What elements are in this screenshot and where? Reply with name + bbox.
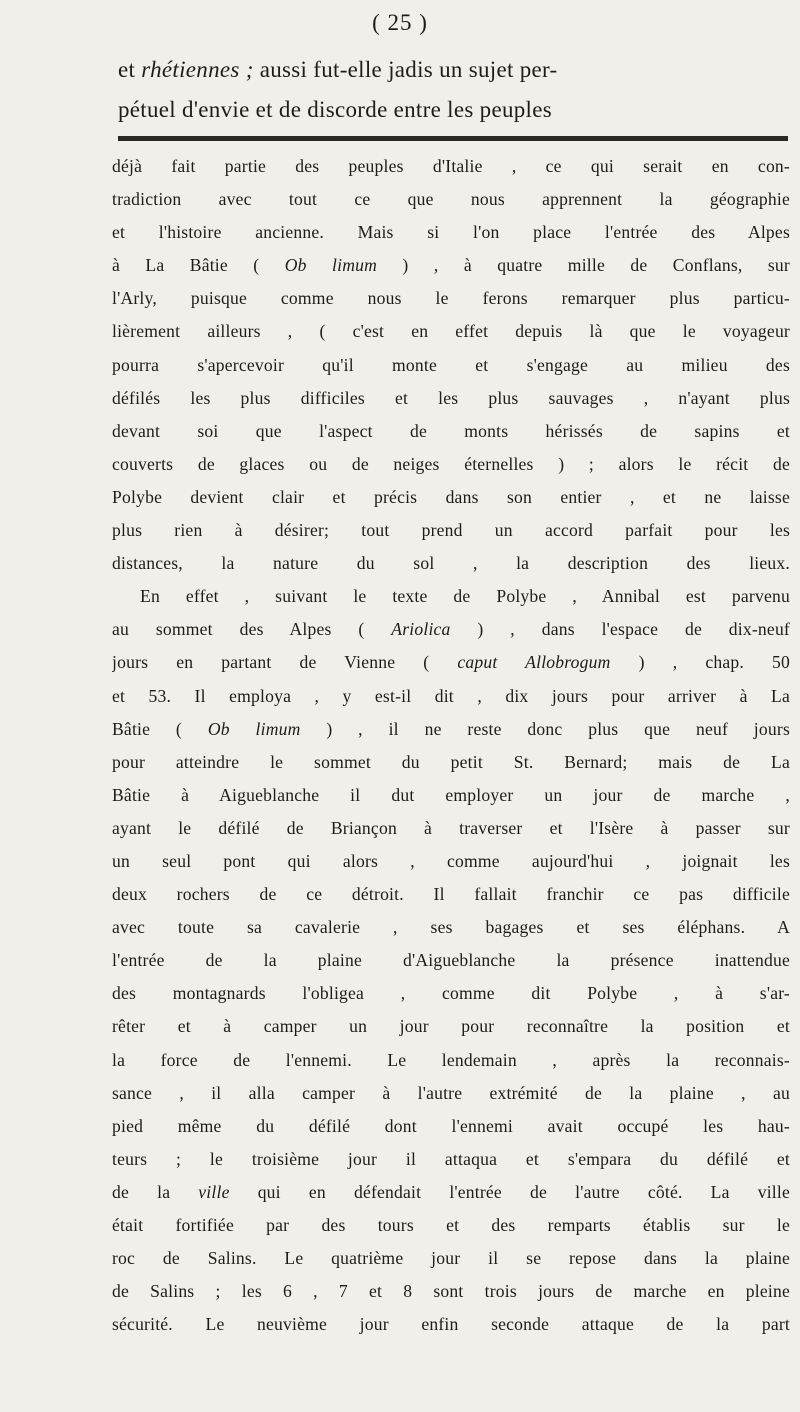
footnote-line-text: ) , chap. 50 (610, 652, 790, 673)
footnote-line-text: pied même du défilé dont l'ennemi avait occupé les hau- (112, 1115, 790, 1136)
footnote-line (112, 845, 790, 878)
footnote-line-text: ) , à quatre mille de Conflans, sur (377, 255, 790, 276)
footnote-line (112, 1242, 790, 1275)
footnote-line-text: Bâtie à Aigueblanche il dut employer un jour de marche , (112, 784, 790, 805)
footnote-line (112, 613, 790, 646)
footnote-line (112, 1110, 790, 1143)
footnote-line (112, 812, 790, 845)
footnote-line-text: devant soi que l'aspect de monts hérissés de sapins et (112, 420, 790, 441)
footnote-line-text: rêter et à camper un jour pour reconnaître la position et (112, 1016, 790, 1037)
footnote-line (112, 713, 790, 746)
main-text-line-1-prefix: et (118, 57, 142, 82)
footnote-line-text: et l'histoire ancienne. Mais si l'on place l'entrée des Alpes (112, 222, 790, 243)
footnote-line-text: Polybe devient clair et précis dans son entier , et ne laisse (112, 486, 790, 507)
main-text-line-1-suffix: aussi fut-elle jadis un sujet per- (253, 57, 558, 82)
footnote-line-text: pour atteindre le sommet du petit St. Bernard; mais de La (112, 751, 790, 772)
footnote-line-text: un seul pont qui alors , comme aujourd'hui , joignait les (112, 850, 790, 871)
footnote-line-text: avec toute sa cavalerie , ses bagages et ses éléphans. A (112, 917, 790, 938)
footnote-line (112, 1077, 790, 1110)
footnote-line-text: qui en défendait l'entrée de l'autre côté. La ville (229, 1181, 790, 1202)
footnote-line-text: de la (112, 1181, 199, 1202)
footnote-line (112, 1143, 790, 1176)
main-text-line-1-italic: rhétiennes ; (141, 57, 254, 82)
footnote-line (112, 1209, 790, 1242)
footnote-line (112, 1044, 790, 1077)
footnote-line-text: tradiction avec tout ce que nous apprennent la géographie (112, 189, 790, 210)
footnote-line (112, 547, 790, 580)
footnote-line-text: ) , dans l'espace de dix-neuf (450, 619, 790, 640)
footnote-line (112, 878, 790, 911)
footnote-line-text: jours en partant de Vienne ( (112, 652, 458, 673)
footnote-line-text: de Salins ; les 6 , 7 et 8 sont trois jours de marche en pleine (112, 1281, 790, 1302)
footnote-line-text: distances, la nature du sol , la description des lieux. (112, 553, 790, 574)
footnote-line (112, 282, 790, 315)
footnote-line-italic: caput Allobrogum (457, 652, 611, 673)
footnote-line (112, 1308, 790, 1341)
footnote-line-text: déjà fait partie des peuples d'Italie , ce qui serait en con- (112, 156, 790, 176)
footnote-line (112, 349, 790, 382)
footnote-line (112, 977, 790, 1010)
page-number: ( 25 ) (372, 10, 428, 35)
footnote-line-text: ) , il ne reste donc plus que neuf jours (300, 718, 790, 739)
footnote-line-text: l'Arly, puisque comme nous le ferons remarquer plus particu- (112, 288, 790, 309)
footnote-line-text: des montagnards l'obligea , comme dit Polybe , à s'ar- (112, 983, 790, 1004)
footnote-line-text: Bâtie ( (112, 718, 208, 739)
footnote-line-text: En effet , suivant le texte de Polybe , Annibal est parvenu (140, 586, 790, 607)
footnote-line (112, 944, 790, 977)
footnote-line-text: sance , il alla camper à l'autre extrémité de la plaine , au (112, 1082, 790, 1103)
footnote-line-text: était fortifiée par des tours et des remparts établis sur le (112, 1215, 790, 1235)
footnote-line (112, 448, 790, 481)
footnote-line-text: couverts de glaces ou de neiges éternelles ) ; alors le récit de (112, 453, 790, 474)
footnote-line-text: pourra s'apercevoir qu'il monte et s'engage au milieu des (112, 354, 790, 375)
footnote-line-text: roc de Salins. Le quatrième jour il se repose dans la plaine (112, 1248, 790, 1269)
footnote-line (112, 481, 790, 514)
footnote-line-italic: Ob limum (207, 718, 301, 739)
footnote-line-text: plus rien à désirer; tout prend un accord parfait pour les (112, 520, 790, 541)
footnote-line (112, 1010, 790, 1043)
footnote-line (112, 580, 790, 613)
footnote-line-text: teurs ; le troisième jour il attaqua et s'empara du défilé et (112, 1148, 790, 1169)
footnote-line-italic: Ob limum (284, 255, 378, 276)
footnote-text (112, 150, 790, 1341)
footnote-line-italic: ville (198, 1181, 230, 1202)
footnote-line (112, 911, 790, 944)
footnote-line-text: la force de l'ennemi. Le lendemain , après la reconnais- (112, 1049, 790, 1070)
footnote-line-text: lièrement ailleurs , ( c'est en effet depuis là que le voyageur (112, 321, 790, 342)
footnote-line (112, 746, 790, 779)
footnote-line-text: ayant le défilé de Briançon à traverser et l'Isère à passer sur (112, 817, 790, 838)
footnote-line (112, 680, 790, 713)
footnote-line-italic: Ariolica (391, 619, 451, 640)
footnote-line (112, 150, 790, 183)
main-text-continuation (118, 50, 778, 130)
footnote-line-text: deux rochers de ce détroit. Il fallait franchir ce pas difficile (112, 884, 790, 905)
footnote-line-text: à La Bâtie ( (112, 255, 285, 276)
footnote-line-text: au sommet des Alpes ( (112, 619, 392, 640)
footnote-line (112, 415, 790, 448)
footnote-line (112, 779, 790, 812)
footnote-line (112, 514, 790, 547)
footnote-line (112, 646, 790, 679)
footnote-line-text: l'entrée de la plaine d'Aigueblanche la présence inattendue (112, 950, 790, 971)
footnote-line (112, 1176, 790, 1209)
footnote-line (112, 382, 790, 415)
footnote-line (112, 1275, 790, 1308)
main-text-line-2: pétuel d'envie et de discorde entre les peuples (118, 97, 552, 122)
footnote-line (112, 183, 790, 216)
footnote-line-text: défilés les plus difficiles et les plus sauvages , n'ayant plus (112, 387, 790, 408)
footnote-line (112, 315, 790, 348)
footnote-separator-rule (118, 136, 788, 141)
footnote-line (112, 249, 790, 282)
footnote-line-text: sécurité. Le neuvième jour enfin seconde attaque de la part (112, 1314, 790, 1335)
main-text-line-1 (118, 50, 778, 90)
footnote-line-text: et 53. Il employa , y est-il dit , dix jours pour arriver à La (112, 685, 790, 706)
footnote-line (112, 216, 790, 249)
